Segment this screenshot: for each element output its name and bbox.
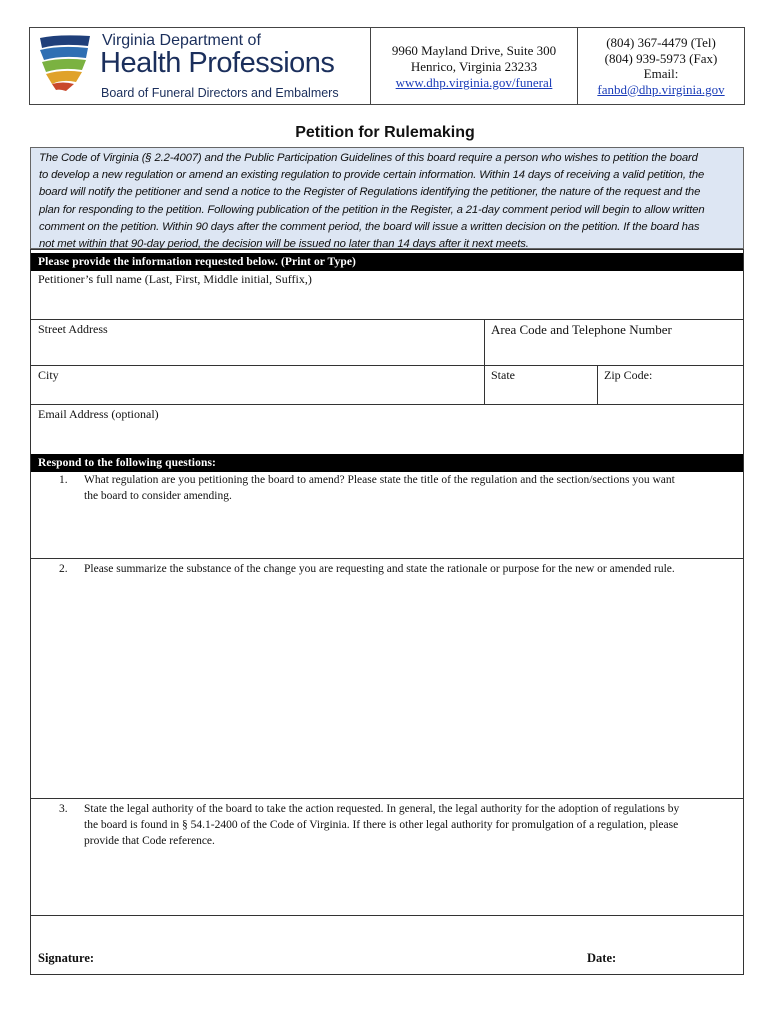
answer-2-field[interactable] [31,580,743,798]
intro-line: not met within that 90-day period, the decision will be issued no later than 14 days after it next meets. [39,238,529,251]
zip-code-label: Zip Code: [604,368,653,382]
question-number: 3. [59,803,68,815]
date-field[interactable] [631,918,741,972]
state-label: State [491,368,515,382]
street-address-label: Street Address [38,322,108,336]
intro-line: board will notify the petitioner and send a notice to the Register of Regulations identifying the petitioner, the nature of the request and the [39,186,701,199]
city-label: City [38,368,59,382]
logo-text-board: Board of Funeral Directors and Embalmers [101,86,339,100]
phone-field[interactable] [485,320,743,365]
question-text [84,561,739,577]
full-name-field[interactable] [31,270,743,319]
petition-form [30,249,744,975]
full-name-label: Petitioner’s full name (Last, First, Middle initial, Suffix,) [38,272,312,286]
email-address-label: Email Address (optional) [38,407,159,421]
intro-line: comment on the petition. Within 90 days after the comment period, the board will issue a written decision on the petition. If the board has [39,220,700,233]
agency-logo-block [30,28,371,104]
email-link[interactable]: fanbd@dhp.virginia.gov [597,81,725,97]
question-line: Please summarize the substance of the change you are requesting and state the rationale or purpose for the new or amended rule. [84,563,675,575]
question-line: What regulation are you petitioning the board to amend? Please state the title of the regulation and the section/sections you want [84,474,675,486]
phone-label: Area Code and Telephone Number [491,322,672,337]
divider [31,558,743,559]
zip-code-field[interactable] [598,366,743,404]
question-line: provide that Code reference. [84,835,215,847]
phone-number: (804) 367-4479 (Tel) [606,35,716,50]
address-line-2: Henrico, Virginia 23233 [410,59,538,74]
agency-contact [578,28,744,104]
agency-address [371,28,578,104]
address-line-1: 9960 Mayland Drive, Suite 300 [391,43,557,58]
section-header-questions: Respond to the following questions: [31,454,743,472]
date-label: Date: [587,951,617,965]
street-address-field[interactable] [31,320,484,365]
website-link[interactable]: www.dhp.virginia.gov/funeral [395,75,553,90]
divider [31,798,743,799]
answer-3-field[interactable] [31,852,743,915]
divider [31,915,743,916]
logo-text-department: Virginia Department of [102,32,261,49]
intro-line: The Code of Virginia (§ 2.2-4007) and the Public Participation Guidelines of this board require a person who wishes to petition the board [39,152,698,164]
email-label: Email: [643,66,679,81]
signature-label: Signature: [38,951,95,965]
signature-field[interactable] [111,918,581,972]
dhp-logo-icon [36,32,94,92]
question-number: 2. [59,563,68,575]
section-header-info: Please provide the information requested below. (Print or Type) [31,253,743,271]
question-text [84,472,739,504]
intro-line: to develop a new regulation or amend an existing regulation to provide certain information. Within 14 days of receiving a valid petition, the [39,169,705,182]
answer-1-field[interactable] [31,508,743,558]
email-address-field[interactable] [31,405,743,452]
question-line: the board to consider amending. [84,490,232,502]
city-field[interactable] [31,366,484,404]
fax-number: (804) 939-5973 (Fax) [604,50,718,66]
question-line: the board is found in § 54.1-2400 of the Code of Virginia. If there is other legal authority for promulgation of a regulation, please [84,819,679,831]
question-number: 1. [59,474,68,486]
letterhead [29,27,745,105]
question-text [84,801,739,849]
intro-paragraph [30,147,744,249]
intro-line: plan for responding to the petition. Following publication of the petition in the Register, a 21-day comment period will begin to allow written [39,203,705,216]
state-field[interactable] [485,366,597,404]
question-line: State the legal authority of the board to take the action requested. In general, the legal authority for the adoption of regulations by [84,803,680,815]
logo-text-health-professions: Health Professions [100,47,335,79]
page-title: Petition for Rulemaking [295,124,475,141]
